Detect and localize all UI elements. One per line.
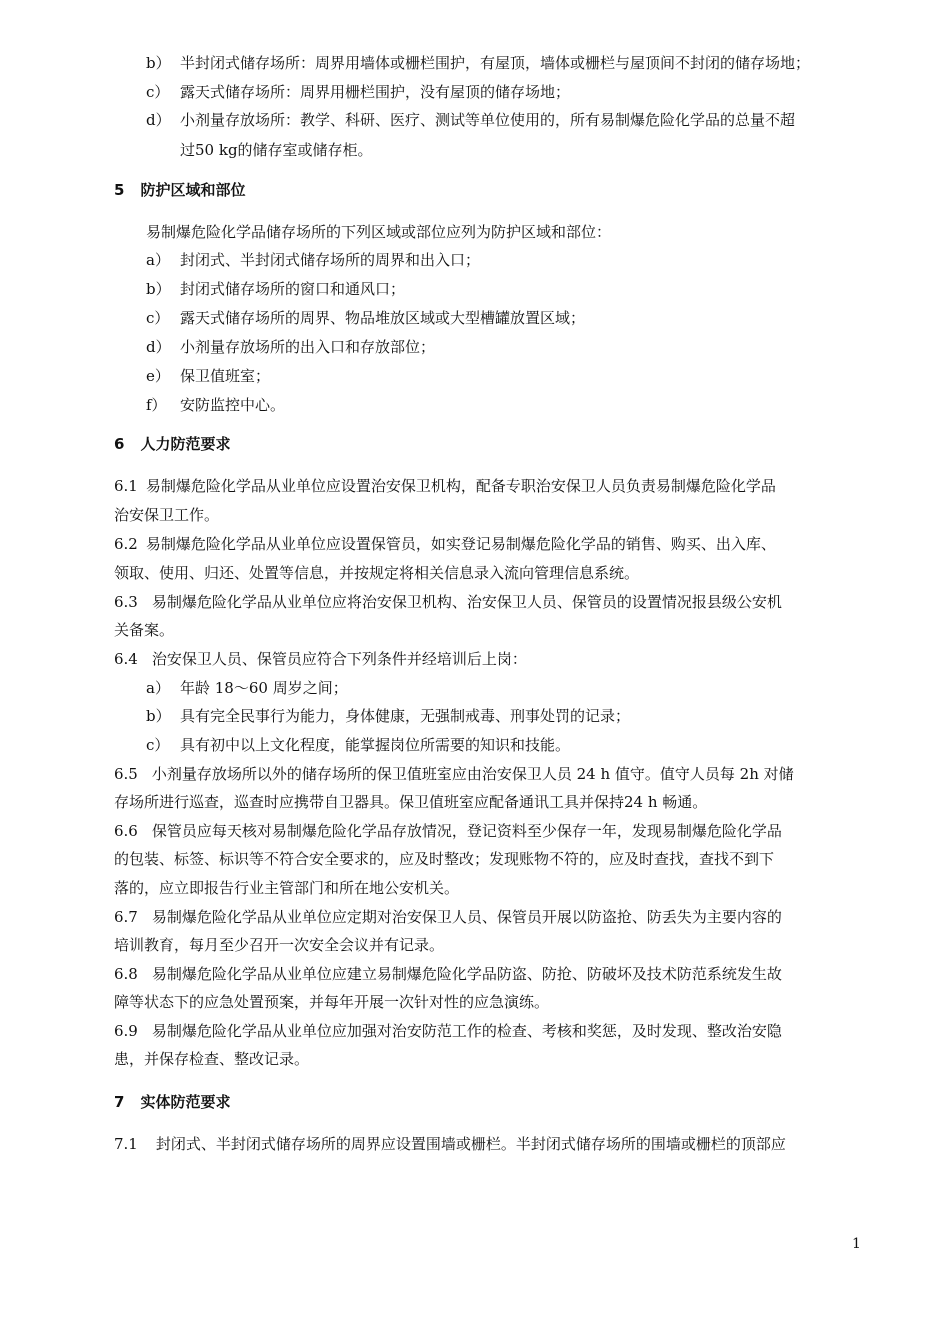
list-item: e） 保卫值班室； (146, 367, 271, 385)
section-heading-6: 6 人力防范要求 (114, 435, 231, 453)
clause-text-line: 的包装、标签、标识等不符合安全要求的，应及时整改；发现账物不符的，应及时查找，查找不到下 (114, 850, 775, 868)
section-intro: 易制爆危险化学品储存场所的下列区域或部位应列为防护区域和部位： (146, 223, 612, 241)
clause-text-line: 培训教育，每月至少召开一次安全会议并有记录。 (114, 936, 445, 954)
clause-6-4: 6.4 治安保卫人员、保管员应符合下列条件并经培训后上岗： (114, 650, 527, 668)
list-item: b） 封闭式储存场所的窗口和通风口； (146, 280, 406, 298)
clause-6-6: 6.6 保管员应每天核对易制爆危险化学品存放情况，登记资料至少保存一年，发现易制爆危险化学品 (114, 822, 782, 840)
list-item: a） 封闭式、半封闭式储存场所的周界和出入口； (146, 251, 481, 269)
clause-6-7: 6.7 易制爆危险化学品从业单位应定期对治安保卫人员、保管员开展以防盗抢、防丢失为主要内容的 (114, 908, 782, 926)
clause-text-line: 落的，应立即报告行业主管部门和所在地公安机关。 (114, 879, 460, 897)
clause-6-2: 6.2 易制爆危险化学品从业单位应设置保管员，如实登记易制爆危险化学品的销售、购买、出入库、 (114, 535, 776, 553)
list-item-continuation: 过50 kg的储存室或储存柜。 (180, 141, 373, 159)
clause-text-line: 障等状态下的应急处置预案，并每年开展一次针对性的应急演练。 (114, 993, 550, 1011)
clause-7-1: 7.1 封闭式、半封闭式储存场所的周界应设置围墙或栅栏。半封闭式储存场所的围墙或栅栏的顶部应 (114, 1135, 786, 1153)
clause-6-8: 6.8 易制爆危险化学品从业单位应建立易制爆危险化学品防盗、防抢、防破坏及技术防范系统发生故 (114, 965, 782, 983)
section-heading-7: 7 实体防范要求 (114, 1093, 231, 1111)
clause-6-9: 6.9 易制爆危险化学品从业单位应加强对治安防范工作的检查、考核和奖惩，及时发现、整改治安隐 (114, 1022, 782, 1040)
list-item: c） 具有初中以上文化程度，能掌握岗位所需要的知识和技能。 (146, 736, 571, 754)
clause-text-line: 存场所进行巡查，巡查时应携带自卫器具。保卫值班室应配备通讯工具并保持24 h 畅通。 (114, 793, 708, 811)
clause-6-3: 6.3 易制爆危险化学品从业单位应将治安保卫机构、治安保卫人员、保管员的设置情况报县级公安机 (114, 593, 782, 611)
page-number: 1 (852, 1236, 861, 1252)
clause-text-line: 领取、使用、归还、处置等信息，并按规定将相关信息录入流向管理信息系统。 (114, 564, 640, 582)
list-item: b） 具有完全民事行为能力，身体健康，无强制戒毒、刑事处罚的记录； (146, 707, 631, 725)
list-item: b） 半封闭式储存场所：周界用墙体或栅栏围护，有屋顶，墙体或栅栏与屋顶间不封闭的储存场地； (146, 54, 811, 72)
section-heading-5: 5 防护区域和部位 (114, 181, 246, 199)
list-item: d） 小剂量存放场所的出入口和存放部位； (146, 338, 436, 356)
clause-text-line: 患，并保存检查、整改记录。 (114, 1050, 310, 1068)
list-item: a） 年龄 18～60 周岁之间； (146, 679, 348, 697)
list-item: f） 安防监控中心。 (146, 396, 286, 414)
list-item: c） 露天式储存场所：周界用栅栏围护，没有屋顶的储存场地； (146, 83, 571, 101)
clause-6-5: 6.5 小剂量存放场所以外的储存场所的保卫值班室应由治安保卫人员 24 h 值守。值守人员每 2h 对储 (114, 765, 794, 783)
clause-text-line: 治安保卫工作。 (114, 506, 220, 524)
list-item: d） 小剂量存放场所：教学、科研、医疗、测试等单位使用的，所有易制爆危险化学品的总量不超 (146, 111, 796, 129)
list-item: c） 露天式储存场所的周界、物品堆放区域或大型槽罐放置区域； (146, 309, 586, 327)
clause-text-line: 关备案。 (114, 621, 175, 639)
clause-6-1: 6.1 易制爆危险化学品从业单位应设置治安保卫机构，配备专职治安保卫人员负责易制爆危险化学品 (114, 477, 776, 495)
